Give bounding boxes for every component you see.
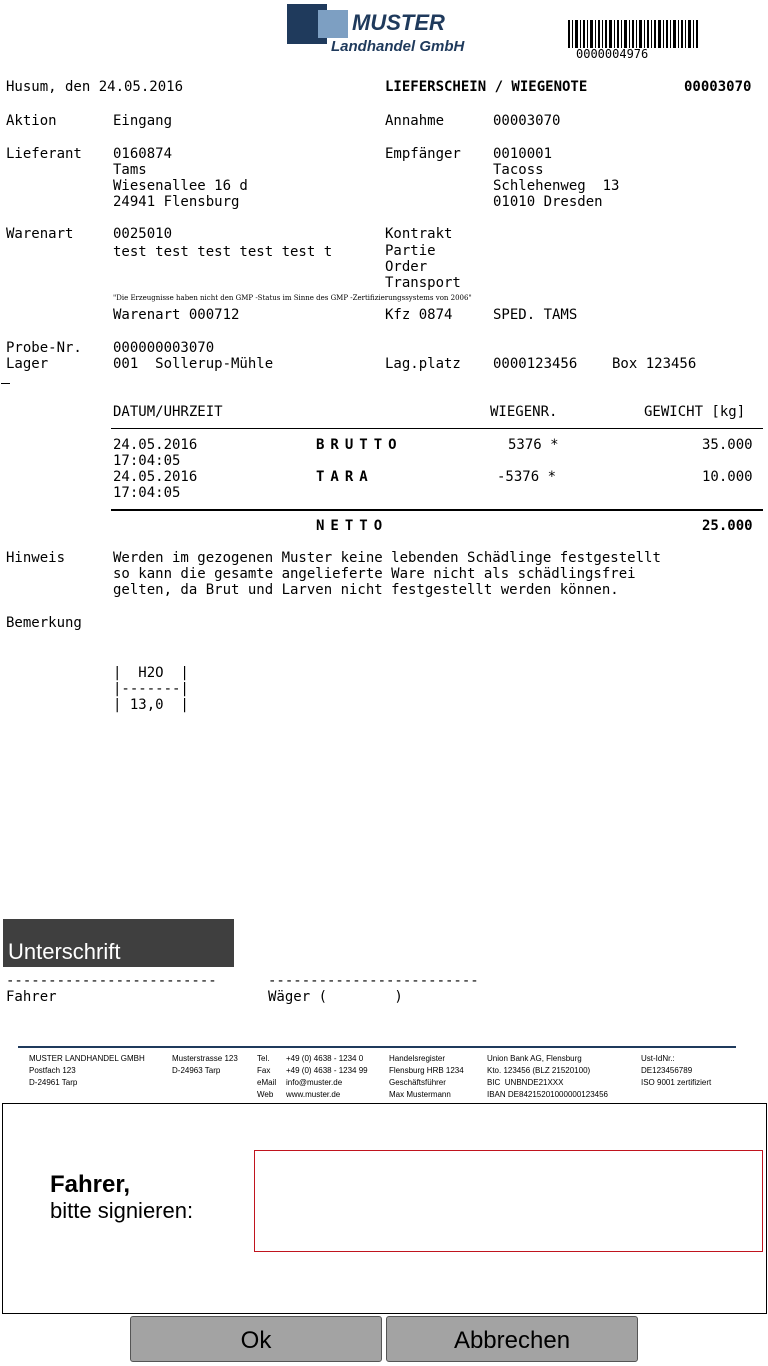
row-weight: 10.000: [702, 469, 753, 485]
barcode-number: 0000004976: [576, 47, 649, 61]
hinweis-line: so kann die gesamte angelieferte Ware nicht als schädlingsfrei: [113, 566, 636, 582]
logo-main-text: MUSTER: [352, 10, 445, 35]
warenart-line: 0025010: [113, 226, 173, 242]
row-time: 17:04:05: [113, 453, 181, 469]
footer-contact-values: +49 (0) 4638 - 1234 0 +49 (0) 4638 - 1234 99 info@muster.de www.muster.de: [286, 1054, 368, 1099]
empfaenger-line: Schlehenweg 13: [493, 178, 620, 194]
table-rule-bottom: [111, 509, 763, 511]
row-label: BRUTTO: [316, 437, 403, 453]
logo-square-light: [318, 10, 348, 38]
transport-label: Transport: [385, 275, 461, 291]
h2o-line: | 13,0 |: [113, 697, 189, 713]
table-rule-top: [111, 428, 763, 429]
row-date: 24.05.2016: [113, 437, 198, 453]
h2o-line: | H2O |: [113, 665, 189, 681]
footer-contact-labels: Tel. Fax eMail Web: [257, 1054, 277, 1099]
ok-button[interactable]: Ok: [130, 1316, 382, 1362]
lagplatz-label: Lag.platz: [385, 356, 461, 372]
netto-value: 25.000: [702, 518, 753, 534]
col-header-datum: DATUM/UHRZEIT: [113, 404, 223, 420]
row-weight: 35.000: [702, 437, 753, 453]
signature-pad[interactable]: [254, 1150, 763, 1252]
lager-label: Lager: [6, 356, 49, 372]
hinweis-line: Werden im gezogenen Muster keine lebenden Schädlinge festgestellt: [113, 550, 661, 566]
lieferant-line: Wiesenallee 16 d: [113, 178, 248, 194]
logo-sub-text: Landhandel GmbH: [331, 38, 465, 55]
empfaenger-line: 01010 Dresden: [493, 194, 603, 210]
footer-register: Handelsregister Flensburg HRB 1234 Geschäftsführer Max Mustermann: [389, 1054, 464, 1099]
warenart-line: test test test test test t: [113, 244, 333, 260]
footer-rule: [18, 1046, 736, 1048]
barcode-icon: [568, 20, 700, 48]
row-wiegenr: -5376 *: [497, 469, 557, 485]
footer-address: Musterstrasse 123 D-24963 Tarp: [172, 1054, 238, 1075]
netto-label: NETTO: [316, 518, 389, 534]
warenart-label: Warenart: [6, 226, 74, 242]
lieferant-line: Tams: [113, 162, 147, 178]
row-wiegenr: 5376 *: [508, 437, 559, 453]
waeger-signature-label: Wäger ( ): [268, 989, 403, 1005]
hinweis-line: gelten, da Brut und Larven nicht festgestellt werden können.: [113, 582, 619, 598]
kontrakt-label: Kontrakt: [385, 226, 453, 242]
document-number: 00003070: [684, 79, 752, 95]
empfaenger-line: 0010001: [493, 146, 553, 162]
signature-dash-right: -------------------------: [268, 973, 479, 989]
h2o-line: |-------|: [113, 681, 189, 697]
footer-bank: Union Bank AG, Flensburg Kto. 123456 (BLZ 21520100) BIC UNBNDE21XXX IBAN DE84215201000000123456: [487, 1054, 608, 1099]
probe-value: 000000003070: [113, 340, 215, 356]
kfz-value: Kfz 0874: [385, 307, 453, 323]
aktion-value: Eingang: [113, 113, 173, 129]
lager-value: 001 Sollerup-Mühle: [113, 356, 274, 372]
partie-label: Partie: [385, 243, 436, 259]
row-time: 17:04:05: [113, 485, 181, 501]
signature-section-bar: [3, 919, 234, 967]
probe-label: Probe-Nr.: [6, 340, 82, 356]
lieferant-line: 24941 Flensburg: [113, 194, 240, 210]
gmp-note: "Die Erzeugnisse haben nicht den GMP -Status im Sinne des GMP -Zertifizierungssystems von 2006": [113, 294, 472, 302]
place-date: Husum, den 24.05.2016: [6, 79, 184, 95]
lieferant-label: Lieferant: [6, 146, 82, 162]
annahme-label: Annahme: [385, 113, 445, 129]
box-value: Box 123456: [612, 356, 697, 372]
hinweis-label: Hinweis: [6, 550, 66, 566]
cancel-button[interactable]: Abbrechen: [386, 1316, 638, 1362]
spedition-value: SPED. TAMS: [493, 307, 578, 323]
annahme-value: 00003070: [493, 113, 561, 129]
fahrer-signature-label: Fahrer: [6, 989, 57, 1005]
signature-prompt-subtitle: bitte signieren:: [50, 1198, 194, 1223]
lieferant-line: 0160874: [113, 146, 173, 162]
footer-tax: Ust-IdNr.: DE123456789 ISO 9001 zertifiziert: [641, 1054, 712, 1087]
footer-company: MUSTER LANDHANDEL GMBH Postfach 123 D-24961 Tarp: [29, 1054, 145, 1087]
bemerkung-label: Bemerkung: [6, 615, 82, 631]
row-label: TARA: [316, 469, 374, 485]
order-label: Order: [385, 259, 428, 275]
col-header-wiegenr: WIEGENR.: [490, 404, 558, 420]
aktion-label: Aktion: [6, 113, 57, 129]
lagplatz-value: 0000123456: [493, 356, 578, 372]
document-title: LIEFERSCHEIN / WIEGENOTE: [385, 79, 588, 95]
signature-section-title: Unterschrift: [8, 939, 121, 964]
margin-mark: [1, 383, 10, 384]
empfaenger-label: Empfänger: [385, 146, 461, 162]
signature-prompt-title: Fahrer,: [50, 1171, 131, 1198]
empfaenger-line: Tacoss: [493, 162, 544, 178]
col-header-gewicht: GEWICHT [kg]: [644, 404, 746, 420]
warenart-secondary: Warenart 000712: [113, 307, 240, 323]
signature-dash-left: -------------------------: [6, 973, 217, 989]
row-date: 24.05.2016: [113, 469, 198, 485]
